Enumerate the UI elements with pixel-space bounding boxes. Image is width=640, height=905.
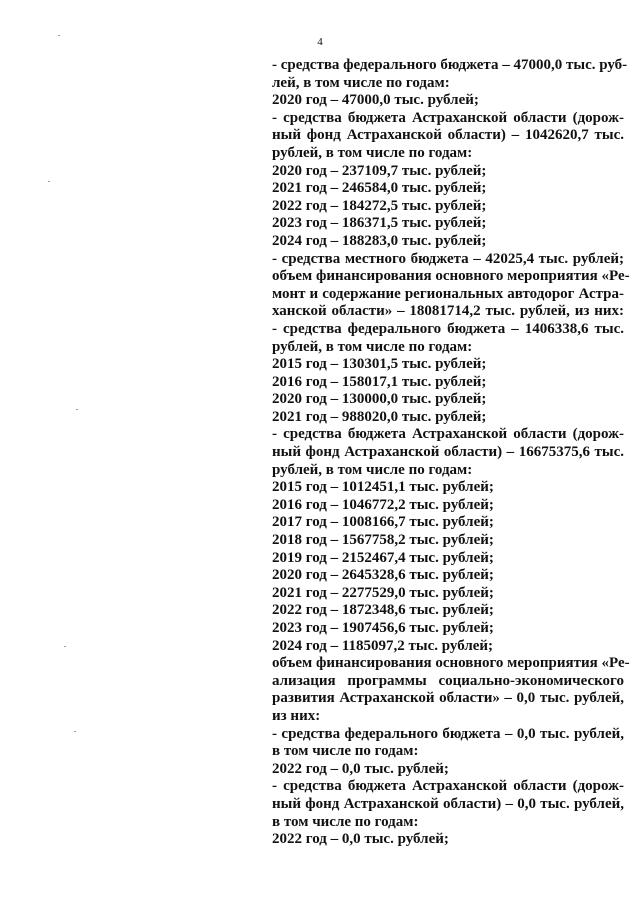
text-line: в том числе по годам: (272, 813, 419, 830)
document-text-column (272, 57, 630, 849)
text-line: - средства бюджета Астраханской области (дорож- (272, 778, 624, 795)
scan-speck (74, 731, 76, 732)
scan-speck (58, 35, 60, 36)
text-line: - средства федерального бюджета – 1406338,6 тыс. (272, 320, 624, 337)
text-line: ный фонд Астраханской области) – 16675375,6 тыс. (272, 444, 624, 461)
text-line: - средства федерального бюджета – 47000,0 тыс. руб- (272, 57, 628, 73)
text-line: 2022 год – 184272,5 тыс. рублей; (272, 197, 487, 214)
text-line: 2024 год – 188283,0 тыс. рублей; (272, 232, 487, 249)
text-line: ализация программы социально-экономического (272, 672, 624, 689)
text-line: объем финансирования основного мероприятия «Ре- (272, 268, 630, 285)
text-line: - средства местного бюджета – 42025,4 тыс. рублей; (272, 250, 624, 267)
text-line: 2015 год – 1012451,1 тыс. рублей; (272, 479, 494, 496)
text-line: - средства федерального бюджета – 0,0 тыс. рублей, (272, 725, 624, 742)
text-line: рублей, в том числе по годам: (272, 338, 473, 355)
text-line: ный фонд Астраханской области) – 0,0 тыс. рублей, (272, 795, 624, 812)
text-line: лей, в том числе по годам: (272, 74, 450, 91)
text-line: монт и содержание региональных автодорог Астра- (272, 285, 624, 302)
scan-speck (64, 646, 66, 647)
text-line: 2018 год – 1567758,2 тыс. рублей; (272, 532, 494, 549)
text-line: 2020 год – 2645328,6 тыс. рублей; (272, 567, 494, 584)
text-line: рублей, в том числе по годам: (272, 144, 473, 161)
text-line: 2022 год – 0,0 тыс. рублей; (272, 760, 449, 777)
text-line: 2022 год – 1872348,6 тыс. рублей; (272, 602, 494, 619)
text-line: рублей, в том числе по годам: (272, 461, 473, 478)
text-line: из них: (272, 707, 321, 724)
text-line: 2020 год – 130000,0 тыс. рублей; (272, 391, 487, 408)
text-line: 2015 год – 130301,5 тыс. рублей; (272, 356, 487, 373)
text-line: - средства бюджета Астраханской области (дорож- (272, 426, 624, 443)
text-line: 2023 год – 1907456,6 тыс. рублей; (272, 620, 494, 636)
text-line: 2019 год – 2152467,4 тыс. рублей; (272, 549, 494, 566)
text-line: 2020 год – 237109,7 тыс. рублей; (272, 162, 487, 179)
scan-speck (76, 409, 78, 410)
text-line: объем финансирования основного мероприятия «Ре- (272, 655, 630, 672)
text-line: 2021 год – 988020,0 тыс. рублей; (272, 408, 487, 425)
text-line: 2016 год – 158017,1 тыс. рублей; (272, 373, 487, 390)
text-line: 2016 год – 1046772,2 тыс. рублей; (272, 496, 494, 513)
text-line: 2021 год – 246584,0 тыс. рублей; (272, 180, 487, 197)
text-line: 2021 год – 2277529,0 тыс. рублей; (272, 584, 494, 601)
text-line: 2017 год – 1008166,7 тыс. рублей; (272, 514, 494, 531)
text-line: развития Астраханской области» – 0,0 тыс. рублей, (272, 690, 624, 707)
text-line: 2024 год – 1185097,2 тыс. рублей; (272, 637, 494, 654)
text-line: - средства бюджета Астраханской области (дорож- (272, 109, 624, 126)
text-line: 2022 год – 0,0 тыс. рублей; (272, 831, 449, 848)
text-line: 2023 год – 186371,5 тыс. рублей; (272, 215, 487, 232)
text-line: ханской области» – 18081714,2 тыс. рублей, из них: (272, 303, 624, 320)
scan-speck (48, 181, 50, 182)
text-line: в том числе по годам: (272, 743, 419, 760)
text-line: ный фонд Астраханской области) – 1042620,7 тыс. (272, 127, 624, 144)
text-line: 2020 год – 47000,0 тыс. рублей; (272, 92, 479, 109)
page-number: 4 (317, 36, 323, 48)
